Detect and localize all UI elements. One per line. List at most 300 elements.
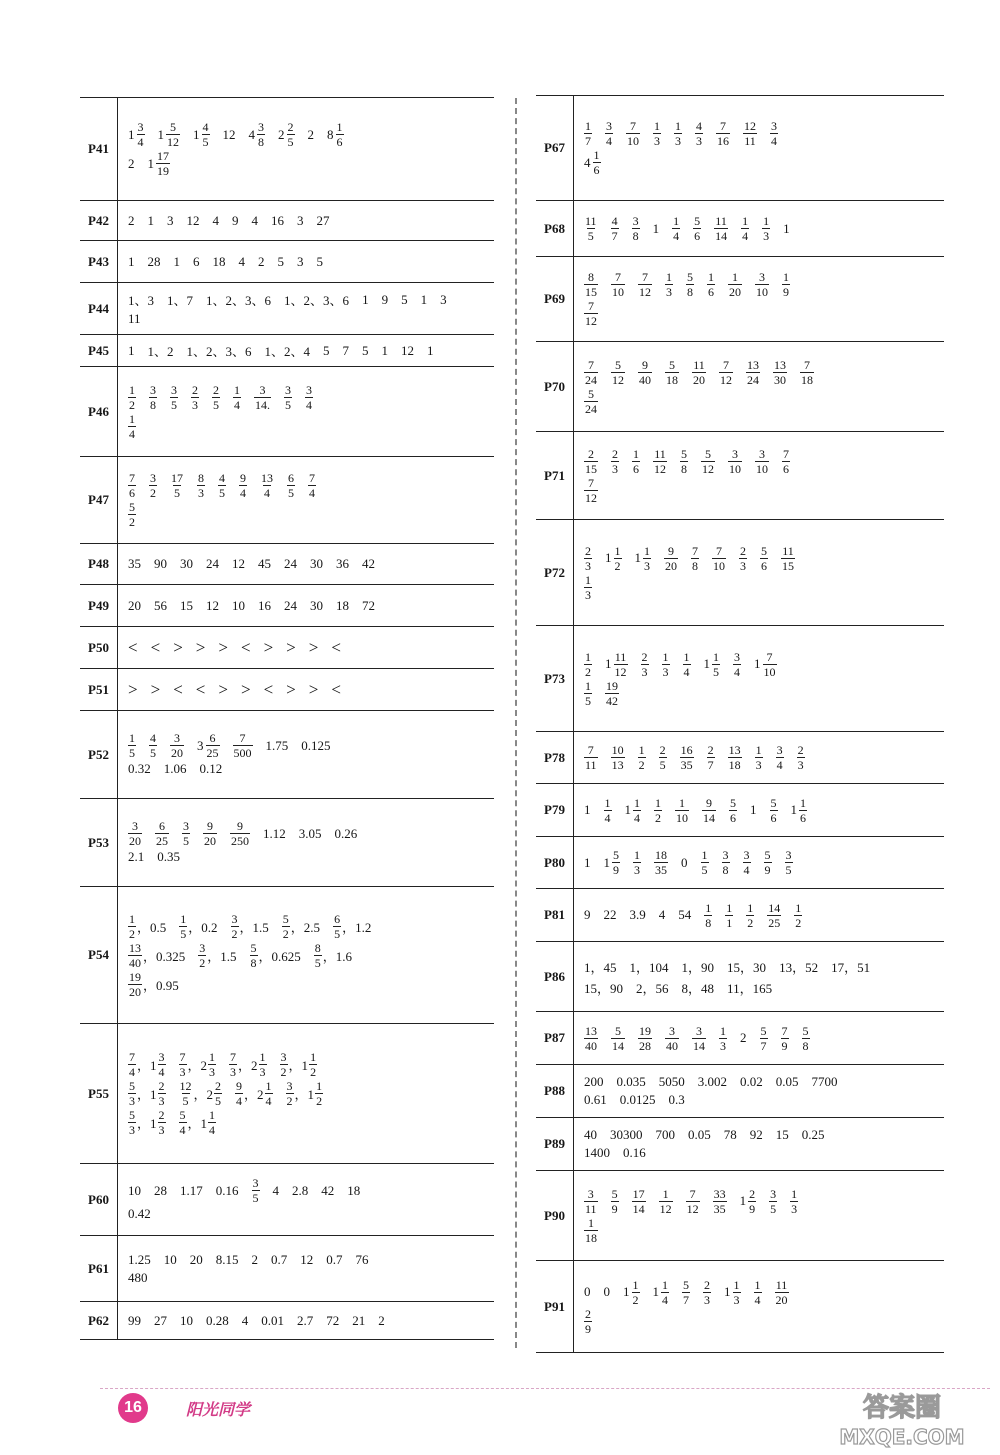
fraction: [743, 849, 751, 876]
fraction-denominator: 4: [743, 863, 750, 877]
fraction: [584, 1217, 598, 1244]
fraction-numerator: 1: [675, 119, 681, 133]
answer-number: 24: [206, 556, 219, 571]
fraction-numerator: 2: [287, 120, 294, 134]
fraction-numerator: 10: [611, 743, 624, 757]
answer-fraction: [781, 1025, 789, 1052]
fraction-numerator: 1: [209, 1108, 216, 1122]
fraction-denominator: 5: [713, 664, 719, 679]
fraction-denominator: 3: [230, 1065, 237, 1079]
answer-fraction: [664, 545, 678, 572]
fraction-denominator: 2: [150, 486, 156, 500]
fraction: [680, 744, 694, 771]
answer-number: 1.25: [128, 1251, 151, 1267]
fraction-numerator: 1: [129, 731, 135, 745]
answer-fraction: [605, 651, 628, 678]
answer-number: 15: [775, 1127, 789, 1142]
answer-fraction: [197, 732, 220, 759]
answer-fraction: [170, 384, 178, 411]
whole-part: 1: [603, 854, 610, 870]
fraction-denominator: 5: [587, 229, 594, 243]
fraction: [128, 1080, 136, 1107]
answer-number: 0.25: [801, 1127, 825, 1142]
fraction: [633, 797, 641, 824]
whole-part: 4: [584, 154, 591, 170]
fraction-denominator: 2: [795, 915, 802, 930]
answer-number: 4: [241, 1312, 249, 1328]
answer-fraction: [584, 477, 598, 504]
fraction-denominator: 40: [639, 372, 651, 387]
answer-line: [128, 1206, 490, 1222]
answer-number: 21: [352, 1312, 366, 1328]
answer-fraction: [638, 744, 646, 771]
answer-line: [128, 1252, 490, 1268]
comparison-symbol: <: [195, 679, 206, 699]
fraction: [695, 120, 703, 147]
answer-fraction: [280, 1051, 318, 1078]
answer-cell: [574, 342, 945, 432]
fraction-denominator: 3: [733, 1292, 740, 1307]
answer-fraction: [776, 744, 784, 771]
answer-cell: [574, 520, 945, 626]
comparison-symbol: <: [173, 679, 183, 699]
fraction-numerator: 5: [761, 543, 767, 558]
answer-number: 30: [180, 556, 193, 571]
answer-row-p73: [536, 626, 944, 732]
answer-fraction: [665, 359, 679, 386]
answer-number: 35: [128, 556, 141, 571]
answer-number: 12: [232, 556, 245, 571]
fraction: [713, 1188, 727, 1215]
fraction-numerator: 8: [588, 270, 594, 284]
fraction-numerator: 13: [585, 1023, 597, 1038]
fraction: [128, 501, 136, 528]
fraction-denominator: 10: [612, 285, 624, 299]
fraction-denominator: 3: [129, 1123, 135, 1137]
fraction-numerator: 2: [797, 743, 804, 757]
answer-line: [128, 413, 490, 440]
answer-fraction: [782, 271, 790, 298]
fraction: [638, 1025, 652, 1052]
answer-fraction: [148, 150, 171, 177]
fraction: [259, 1051, 267, 1078]
answer-row-p54: [80, 887, 494, 1024]
answer-number: 0.7: [271, 1251, 288, 1267]
fraction-denominator: 9: [613, 863, 619, 877]
fraction-denominator: 16: [717, 134, 729, 148]
answer-number: 99: [128, 1312, 141, 1328]
fraction-numerator: 2: [641, 649, 648, 664]
fraction-denominator: 4: [264, 486, 270, 500]
fraction-denominator: 20: [729, 285, 741, 299]
fraction-numerator: 7: [129, 471, 135, 485]
answer-fraction: [728, 271, 742, 298]
fraction: [743, 120, 757, 147]
answer-row-p62: [80, 1302, 494, 1340]
fraction-numerator: 1: [795, 900, 802, 915]
page-label: P67: [536, 96, 574, 201]
fraction-denominator: 18: [728, 758, 741, 772]
fraction: [584, 215, 598, 242]
answer-line: [584, 651, 940, 678]
fraction-numerator: 7: [783, 446, 789, 461]
answer-number: 7700: [811, 1074, 838, 1089]
fraction-denominator: 3: [209, 1065, 216, 1079]
whole-part: 1: [790, 802, 797, 817]
fraction-denominator: 2: [655, 810, 661, 825]
fraction-denominator: 3: [740, 558, 746, 573]
fraction: [785, 849, 793, 876]
fraction-denominator: 20: [204, 834, 216, 848]
answer-number: 17，51: [831, 959, 871, 975]
answer-number: 1: [420, 291, 428, 307]
fraction-numerator: 3: [722, 848, 729, 862]
fraction: [149, 472, 157, 499]
answer-fraction: [584, 215, 598, 242]
fraction-numerator: 4: [611, 214, 618, 228]
fraction-denominator: 8: [250, 955, 257, 970]
fraction-denominator: 3: [675, 134, 681, 148]
answer-fraction: [719, 1025, 727, 1052]
answer-cell: [574, 942, 945, 1012]
answer-row-p42: [80, 201, 494, 241]
fraction: [239, 472, 247, 499]
fraction: [754, 1279, 762, 1306]
fraction-numerator: 1: [666, 270, 672, 284]
answer-fraction: [230, 820, 250, 847]
answer-row-p71: [536, 432, 944, 520]
answer-row-p44: [80, 283, 494, 335]
fraction-denominator: 2: [638, 758, 645, 772]
fraction: [719, 1025, 727, 1052]
answer-number: 2，56: [636, 980, 669, 996]
fraction-denominator: 8: [258, 135, 264, 149]
fraction-denominator: 24: [747, 372, 759, 387]
fraction-denominator: 10: [763, 664, 776, 679]
answer-line: [128, 761, 490, 777]
comparison-symbol: <: [150, 637, 161, 657]
fraction-denominator: 4: [606, 134, 612, 148]
fraction-numerator: 2: [707, 743, 714, 757]
fraction-numerator: 4: [696, 119, 702, 133]
answer-fraction: [584, 388, 598, 415]
fraction-numerator: 7: [642, 270, 648, 284]
fraction-denominator: 30: [774, 372, 786, 387]
fraction-equivalent: ，0.2: [188, 919, 218, 935]
whole-part: 1: [623, 1284, 630, 1299]
fraction-numerator: 19: [639, 1023, 651, 1038]
answer-fraction: [719, 359, 733, 386]
fraction-numerator: 2: [659, 743, 666, 757]
fraction: [664, 545, 678, 572]
answer-fraction: [680, 744, 694, 771]
answer-line: [128, 501, 490, 528]
answer-line: [128, 680, 490, 700]
whole-part: 1: [128, 126, 135, 142]
fraction-numerator: 1: [644, 543, 650, 558]
answer-fraction: [128, 942, 185, 969]
fraction-denominator: 3: [644, 558, 650, 573]
answer-fraction: [611, 1025, 625, 1052]
fraction-denominator: 4: [683, 664, 690, 679]
fraction: [156, 150, 170, 177]
fraction: [632, 215, 640, 242]
answer-number: 12: [222, 126, 236, 142]
fraction-denominator: 10: [729, 461, 741, 476]
fraction-denominator: 9: [764, 863, 771, 877]
fraction-denominator: 24: [585, 401, 597, 416]
answer-fraction: [659, 1188, 673, 1215]
answer-cell: [118, 669, 495, 711]
fraction-numerator: 1: [316, 1079, 323, 1093]
answer-fraction: [584, 545, 592, 572]
fraction-denominator: 12: [659, 1201, 672, 1216]
fraction-numerator: 3: [771, 119, 777, 133]
answer-fraction: [128, 472, 136, 499]
answer-number: 1.75: [265, 737, 289, 753]
fraction-numerator: 1: [634, 795, 640, 810]
fraction-denominator: 13: [611, 758, 624, 772]
page-label: P90: [536, 1171, 574, 1261]
fraction-denominator: 14: [715, 229, 728, 243]
fraction-denominator: 6: [800, 810, 806, 825]
answer-fraction: [179, 1051, 217, 1078]
fraction: [593, 149, 601, 176]
fraction: [584, 300, 598, 327]
fraction-denominator: 9: [783, 285, 789, 299]
fraction: [707, 744, 715, 771]
page-label: P52: [80, 711, 118, 799]
answer-fraction: [182, 820, 190, 847]
fraction-numerator: 11: [654, 446, 666, 461]
fraction-numerator: 3: [587, 1186, 594, 1201]
answer-row-p88: [536, 1065, 944, 1118]
fraction: [308, 472, 316, 499]
whole-part: 8: [327, 126, 334, 142]
fraction: [166, 121, 180, 148]
fraction: [614, 545, 622, 572]
answer-row-p90: [536, 1171, 944, 1261]
answer-number: 10: [163, 1251, 177, 1267]
fraction-denominator: 2: [199, 955, 206, 970]
answer-row-p61: [80, 1236, 494, 1302]
answer-row-p89: [536, 1118, 944, 1171]
answer-fraction: [128, 384, 136, 411]
answer-line: [128, 820, 490, 847]
fraction-numerator: 5: [588, 386, 594, 401]
fraction-denominator: 4: [137, 135, 144, 149]
answer-number: 3: [297, 212, 304, 228]
fraction-numerator: 5: [613, 848, 619, 862]
answer-number: 2: [128, 212, 135, 228]
answer-fraction: [604, 797, 612, 824]
fraction-denominator: 2: [129, 926, 135, 941]
fraction: [182, 820, 190, 847]
answer-cell: [574, 1012, 945, 1065]
answer-row-p53: [80, 799, 494, 887]
answer-fraction: [282, 913, 320, 940]
fraction: [252, 1177, 260, 1204]
fraction-numerator: 5: [683, 1277, 689, 1292]
fraction: [755, 744, 763, 771]
fraction-numerator: 1: [742, 214, 749, 228]
fraction: [149, 384, 157, 411]
answer-fraction: [714, 215, 728, 242]
answer-fraction: [791, 797, 808, 824]
fraction: [235, 1080, 243, 1107]
fraction-denominator: 14.: [255, 397, 270, 412]
answer-cell: [574, 1261, 945, 1353]
answer-number: 1，90: [681, 959, 715, 975]
answer-number: 1.17: [180, 1182, 203, 1198]
fraction: [611, 744, 625, 771]
fraction: [763, 651, 777, 678]
answer-number: 1.12: [263, 825, 286, 841]
answer-number: 45: [258, 556, 271, 571]
fraction-denominator: 2: [316, 1094, 323, 1108]
fraction-denominator: 5: [288, 486, 294, 500]
page-label: P88: [536, 1065, 574, 1118]
answer-number: 40: [584, 1127, 597, 1142]
fraction-numerator: 3: [759, 446, 765, 461]
fraction-denominator: 2: [129, 515, 135, 529]
answer-fraction: [584, 149, 601, 176]
fraction: [250, 942, 258, 969]
answer-line: [584, 1279, 940, 1306]
fraction-numerator: 11: [585, 214, 597, 228]
fraction-numerator: 12: [179, 1079, 192, 1093]
fraction: [633, 849, 641, 876]
answer-number: 13，52: [779, 959, 819, 975]
answer-line: [128, 290, 490, 309]
fraction-denominator: 7: [585, 134, 591, 148]
fraction: [692, 359, 706, 386]
answer-fraction: [733, 651, 741, 678]
answer-number: 8.15: [215, 1251, 239, 1267]
answer-fraction: [653, 1279, 670, 1306]
answer-cell: [118, 585, 495, 627]
fraction-numerator: 5: [681, 446, 687, 461]
answer-fraction: [605, 680, 619, 707]
fraction: [755, 448, 769, 475]
answer-number: 3.002: [697, 1074, 727, 1089]
fraction: [701, 849, 709, 876]
answer-fraction: [802, 1025, 810, 1052]
answer-number: 20: [189, 1251, 203, 1267]
answer-number: 1: [147, 212, 154, 228]
fraction: [767, 902, 781, 929]
answer-number: 28: [147, 253, 161, 269]
whole-part: 1: [157, 126, 164, 142]
answer-number: 92: [749, 1127, 763, 1142]
fraction-denominator: 3: [641, 664, 648, 679]
fraction-denominator: 3: [158, 1123, 165, 1137]
fraction-denominator: 14: [632, 1201, 645, 1216]
answer-fraction: [155, 820, 169, 847]
answer-row-p55: [80, 1024, 494, 1164]
page-label: P55: [80, 1024, 118, 1164]
fraction: [665, 359, 679, 386]
answer-fraction: [308, 472, 316, 499]
whole-part: 1: [605, 550, 612, 565]
fraction: [770, 797, 778, 824]
fraction-denominator: 5: [174, 486, 180, 500]
fraction: [286, 1080, 294, 1107]
fraction: [584, 744, 598, 771]
answer-line: [584, 1025, 940, 1052]
answer-number: 1，45: [584, 959, 617, 975]
answer-line: [128, 1109, 490, 1136]
answer-line: [128, 341, 490, 360]
fraction-equivalent: ，1: [294, 1087, 315, 1102]
answer-row-p86: [536, 942, 944, 1012]
whole-part: 2: [278, 126, 285, 142]
comparison-symbol: >: [195, 637, 206, 657]
fraction-denominator: 4: [158, 1065, 165, 1079]
fraction-numerator: 3: [280, 1050, 287, 1064]
fraction-denominator: 20: [665, 558, 677, 573]
answer-number: 1: [128, 253, 135, 269]
fraction-equivalent: ，2: [244, 1087, 264, 1102]
page-label: P42: [80, 201, 118, 241]
answer-fraction: [170, 472, 184, 499]
answer-fraction: [712, 545, 726, 572]
fraction-denominator: 3: [259, 1065, 266, 1079]
fraction-numerator: 2: [588, 446, 594, 461]
fraction: [584, 120, 592, 147]
answer-fraction: [659, 744, 667, 771]
answer-number: 0.01: [261, 1312, 284, 1328]
fraction-numerator: 5: [694, 214, 701, 228]
page-label: P80: [536, 837, 574, 889]
fraction-denominator: 3: [198, 486, 204, 500]
fraction-denominator: 4: [309, 486, 315, 500]
fraction: [128, 384, 136, 411]
fraction: [218, 472, 226, 499]
fraction-denominator: 8: [687, 285, 693, 299]
answer-number: 9: [584, 907, 591, 922]
answer-number: 15，90: [584, 980, 624, 996]
answer-fraction: [584, 680, 592, 707]
fraction: [799, 797, 807, 824]
fraction-denominator: 12: [720, 372, 732, 387]
answer-line: [584, 1308, 940, 1335]
fraction-numerator: 9: [207, 819, 213, 833]
answer-line: [584, 545, 940, 572]
answer-number: 76: [355, 1251, 369, 1267]
fraction-denominator: 25: [206, 746, 219, 760]
answer-line: [584, 957, 940, 976]
fraction-numerator: 3: [199, 940, 206, 955]
page-label: P51: [80, 669, 118, 711]
fraction-numerator: 11: [693, 357, 705, 372]
fraction-numerator: 3: [776, 743, 783, 757]
fraction-numerator: 3: [183, 819, 189, 833]
answer-fraction: [767, 902, 781, 929]
fraction: [782, 271, 790, 298]
fraction-numerator: 5: [770, 795, 777, 810]
answer-line: [128, 121, 490, 148]
fraction-numerator: 3: [258, 120, 264, 134]
fraction-numerator: 7: [804, 357, 810, 372]
answer-fraction: [254, 384, 271, 411]
page-label: P71: [536, 432, 574, 520]
answer-cell: [118, 1236, 495, 1302]
answer-cell: [574, 889, 945, 942]
answer-cell: [574, 732, 945, 784]
whole-part: 4: [248, 126, 255, 142]
answer-fraction: [704, 902, 712, 929]
